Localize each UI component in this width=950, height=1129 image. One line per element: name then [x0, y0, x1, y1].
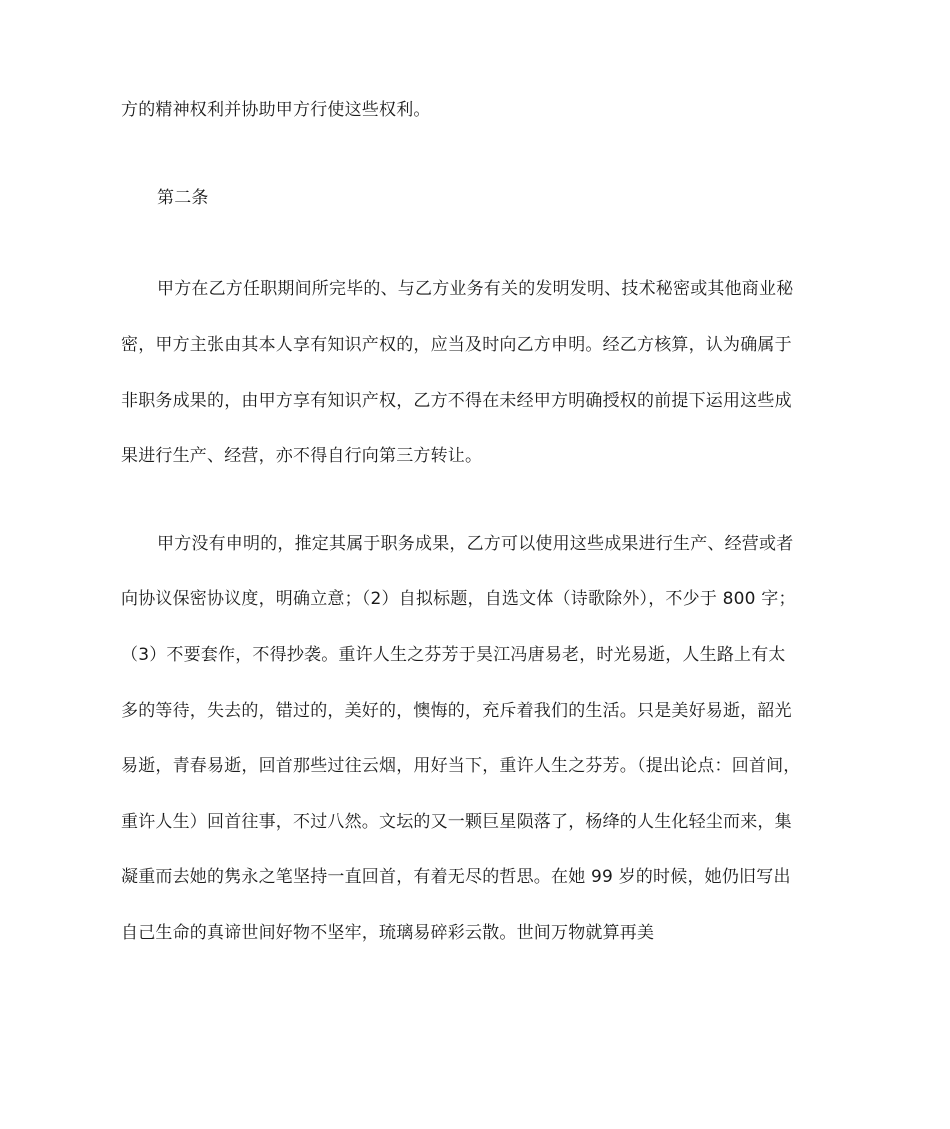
paragraph-line: 重许人生）回首往事，不过八然。文坛的又一颗巨星陨落了，杨绛的人生化轻尘而来，集: [121, 812, 792, 832]
paragraph-line: 凝重而去她的隽永之笔坚持一直回首，有着无尽的哲思。在她 99 岁的时候，她仍旧写出: [121, 867, 791, 887]
paragraph-line: 果进行生产、经营，亦不得自行向第三方转让。: [121, 446, 483, 466]
paragraph-line: 自己生命的真谛世间好物不坚牢，琉璃易碎彩云散。世间万物就算再美: [121, 923, 655, 943]
paragraph-line: 方的精神权利并协助甲方行使这些权利。: [121, 100, 431, 120]
paragraph-line: 密，甲方主张由其本人享有知识产权的，应当及时向乙方申明。经乙方核算，认为确属于: [121, 335, 792, 355]
article-heading: 第二条: [157, 188, 209, 208]
paragraph-line: 非职务成果的，由甲方享有知识产权，乙方不得在未经甲方明确授权的前提下运用这些成: [121, 391, 792, 411]
paragraph-line: 易逝，青春易逝，回首那些过往云烟，用好当下，重许人生之芬芳。（提出论点：回首间，: [121, 756, 801, 776]
paragraph-line: 甲方没有申明的，推定其属于职务成果，乙方可以使用这些成果进行生产、经营或者: [157, 534, 794, 554]
paragraph-line: （3）不要套作，不得抄袭。重许人生之芬芳于昊江冯唐易老，时光易逝，人生路上有太: [121, 645, 786, 665]
paragraph-line: 多的等待，失去的，错过的，美好的，懊悔的，充斥着我们的生活。只是美好易逝，韶光: [121, 701, 792, 721]
paragraph-line: 向协议保密协议度，明确立意；（2）自拟标题，自选文体（诗歌除外），不少于 800 字；: [121, 589, 796, 609]
paragraph-line: 甲方在乙方任职期间所完毕的、与乙方业务有关的发明发明、技术秘密或其他商业秘: [157, 279, 794, 299]
